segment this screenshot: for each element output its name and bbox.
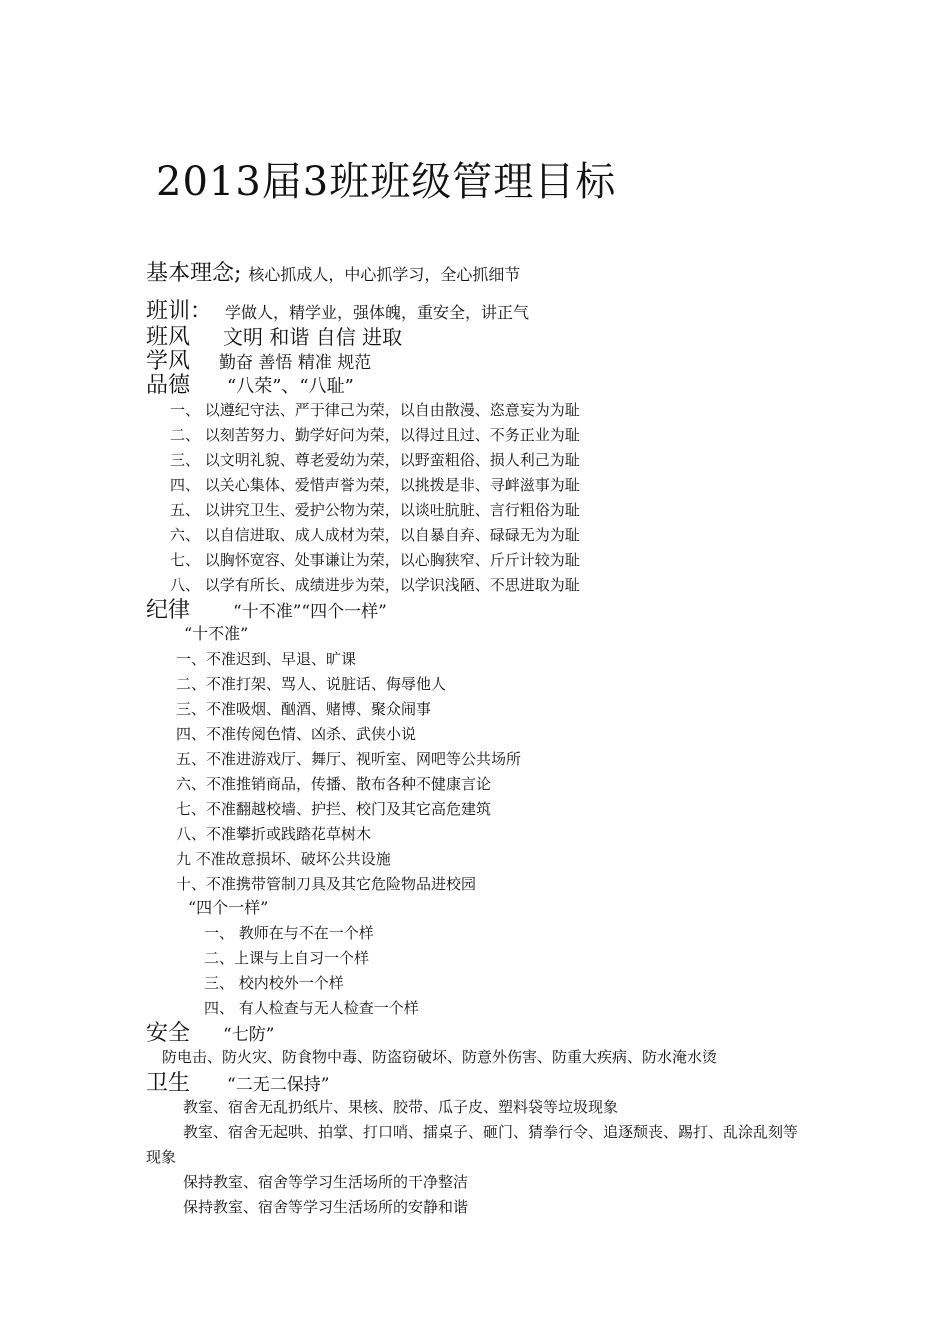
discipline-text: “十不准”“四个一样” (233, 602, 387, 622)
list-item: 三、不准吸烟、酗酒、赌博、聚众闹事 (176, 700, 432, 718)
morality-label: 品德 (146, 373, 191, 398)
class-style-text: 文明 和谐 自信 进取 (223, 325, 403, 349)
safety-line: 防电击、防火灾、防食物中毒、防盗窃破坏、防意外伤害、防重大疾病、防水淹水烫 (162, 1048, 718, 1066)
morality-text: “八荣”、“八耻” (227, 376, 354, 397)
safety-text: “七防” (223, 1025, 275, 1045)
list-item: 四、 有人检查与无人检查一个样 (204, 999, 419, 1017)
list-item: 一、 教师在与不在一个样 (204, 924, 374, 942)
hygiene-item: 现象 (146, 1148, 177, 1166)
list-item: 三、 以文明礼貌、尊老爱幼为荣，以野蛮粗俗、损人利己为耻 (170, 451, 580, 469)
list-item: 四、不准传阅色情、凶杀、武侠小说 (176, 725, 417, 743)
list-item: 三、 校内校外一个样 (204, 974, 344, 992)
list-item: 五、 以讲究卫生、爱护公物为荣，以谈吐肮脏、言行粗俗为耻 (170, 501, 580, 519)
ten-rules-title: “十不准” (184, 624, 249, 643)
hygiene-item: 教室、宿舍无乱扔纸片、果核、胶带、瓜子皮、塑料袋等垃圾现象 (183, 1098, 619, 1116)
discipline-heading (146, 599, 387, 624)
ten-rules-list (176, 649, 521, 899)
morality-heading (146, 374, 354, 399)
hygiene-text: “二无二保持” (227, 1075, 330, 1095)
list-item: 一、不准迟到、早退、旷课 (176, 650, 357, 668)
list-item: 七、不准翻越校墙、护拦、校门及其它高危建筑 (176, 800, 492, 818)
study-style-label: 学风 (146, 349, 191, 374)
list-item: 七、 以胸怀宽容、处事谦让为荣，以心胸狭窄、斤斤计较为耻 (170, 551, 580, 569)
list-item: 二、上课与上自习一个样 (204, 949, 370, 967)
list-item: 五、不准进游戏厅、舞厅、视听室、网吧等公共场所 (176, 750, 522, 768)
morality-list (170, 400, 580, 600)
list-item: 九 不准故意损坏、破坏公共设施 (176, 850, 391, 868)
list-item: 六、不准推销商品，传播、散布各种不健康言论 (176, 775, 492, 793)
list-item: 八、 以学有所长、成绩进步为荣，以学识浅陋、不思进取为耻 (170, 576, 580, 594)
study-style (146, 350, 371, 375)
list-item: 十、不准携带管制刀具及其它危险物品进校园 (176, 875, 477, 893)
safety-label: 安全 (146, 1021, 191, 1046)
list-item: 六、 以自信进取、成人成材为荣，以自暴自弃、碌碌无为为耻 (170, 526, 580, 544)
class-motto-text: 学做人，精学业，强体魄，重安全，讲正气 (225, 303, 530, 322)
list-item: 一、 以遵纪守法、严于律己为荣，以自由散漫、恣意妄为为耻 (170, 401, 580, 419)
hygiene-item: 保持教室、宿舍等学习生活场所的干净整洁 (183, 1173, 469, 1191)
list-item: 二、不准打架、骂人、说脏话、侮辱他人 (176, 675, 447, 693)
hygiene-item: 教室、宿舍无起哄、拍掌、打口哨、擂桌子、砸门、猜拳行令、追逐颓丧、踢打、乱涂乱刻等 (183, 1123, 799, 1141)
list-item: 八、不准攀折或践踏花草树木 (176, 825, 372, 843)
document-title: 2013届3班班级管理目标 (156, 159, 617, 205)
class-style (146, 325, 402, 350)
basic-concept-text: 核心抓成人，中心抓学习，全心抓细节 (248, 265, 521, 284)
discipline-label: 纪律 (146, 598, 191, 623)
list-item: 四、 以关心集体、爱惜声誉为荣，以挑拨是非、寻衅滋事为耻 (170, 476, 580, 494)
four-same-list (204, 923, 419, 1023)
class-style-label: 班风 (146, 325, 191, 350)
list-item: 二、 以刻苦努力、勤学好问为荣，以得过且过、不务正业为耻 (170, 426, 580, 444)
hygiene-item: 保持教室、宿舍等学习生活场所的安静和谐 (183, 1198, 469, 1216)
safety-heading (146, 1022, 274, 1047)
basic-concept (146, 262, 520, 287)
class-motto (146, 300, 529, 325)
hygiene-label: 卫生 (146, 1071, 191, 1096)
study-style-text: 勤奋 善悟 精准 规范 (219, 353, 372, 373)
four-same-title: “四个一样” (188, 898, 269, 917)
basic-concept-label: 基本理念; (146, 261, 242, 286)
hygiene-heading (146, 1072, 329, 1097)
class-motto-label: 班训： (146, 299, 213, 324)
